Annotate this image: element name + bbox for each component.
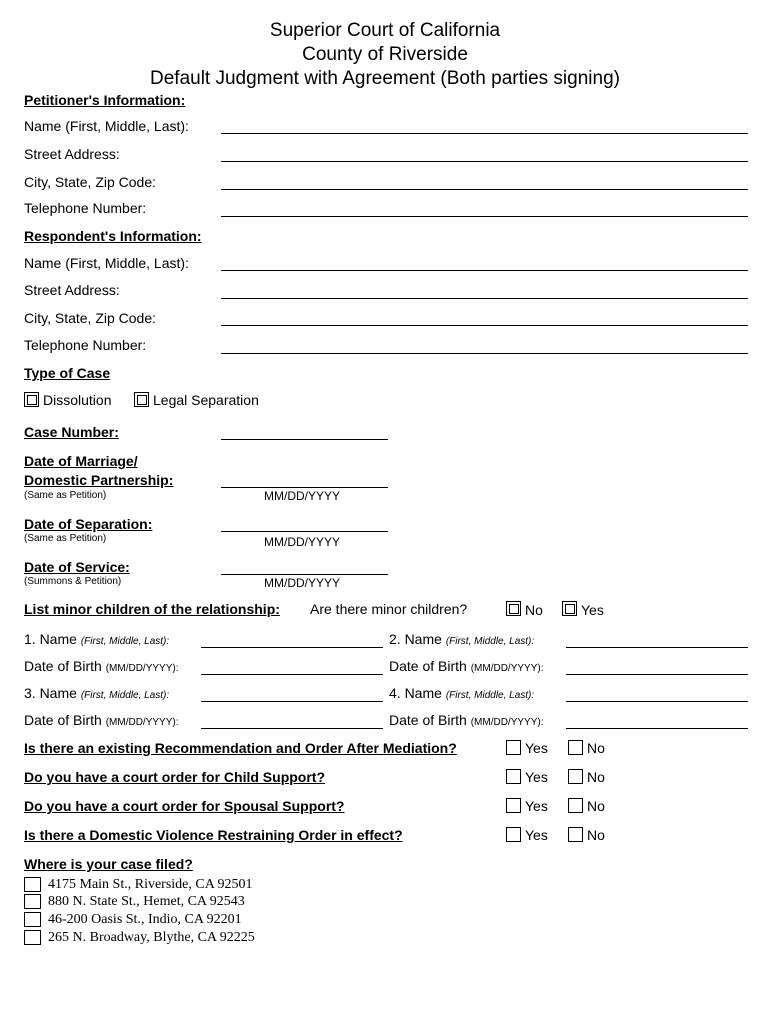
dissolution-label: Dissolution [43,392,112,408]
petitioner-city-label: City, State, Zip Code: [24,174,157,190]
petitioner-name-field[interactable] [221,133,748,134]
restraining-order-no-checkbox[interactable] [568,827,583,842]
children-question: Are there minor children? [310,601,468,617]
petitioner-name-label: Name (First, Middle, Last): [24,118,189,134]
separation-date-note: (Same as Petition) [24,533,107,544]
separation-date-format: MM/DD/YYYY [264,535,341,549]
spousal-support-yes-checkbox[interactable] [506,798,521,813]
mediation-yes-label: Yes [525,740,548,756]
respondent-phone-label: Telephone Number: [24,337,147,353]
legal-separation-label: Legal Separation [153,392,259,408]
petitioner-heading: Petitioner's Information: [24,92,186,108]
case-type-heading: Type of Case [24,365,111,381]
restraining-order-no-label: No [587,827,605,843]
service-date-note: (Summons & Petition) [24,576,122,587]
dissolution-checkbox[interactable] [24,392,39,407]
petitioner-phone-field[interactable] [221,216,748,217]
location-riverside-label: 4175 Main St., Riverside, CA 92501 [48,877,253,892]
separation-date-field[interactable] [221,531,388,532]
location-hemet-label: 880 N. State St., Hemet, CA 92543 [48,894,245,909]
service-date-field[interactable] [221,574,388,575]
respondent-city-field[interactable] [221,325,748,326]
child-4-dob-label: Date of Birth (MM/DD/YYYY): [389,712,544,728]
filed-heading: Where is your case filed? [24,856,193,872]
children-yes-label: Yes [581,602,604,618]
legal-separation-checkbox[interactable] [134,392,149,407]
child-3-name-field[interactable] [201,701,383,702]
petitioner-phone-label: Telephone Number: [24,200,147,216]
children-heading: List minor children of the relationship: [24,601,280,617]
location-riverside-checkbox[interactable] [24,877,41,892]
question-restraining-order: Is there a Domestic Violence Restraining Order in effect? [24,827,403,843]
service-date-label: Date of Service: [24,559,130,575]
respondent-heading: Respondent's Information: [24,228,202,244]
case-number-field[interactable] [221,439,388,440]
restraining-order-yes-checkbox[interactable] [506,827,521,842]
restraining-order-yes-label: Yes [525,827,548,843]
question-mediation: Is there an existing Recommendation and Order After Mediation? [24,740,457,756]
marriage-date-field[interactable] [221,487,388,488]
spousal-support-no-checkbox[interactable] [568,798,583,813]
mediation-no-checkbox[interactable] [568,740,583,755]
mediation-yes-checkbox[interactable] [506,740,521,755]
title-line-3: Default Judgment with Agreement (Both parties signing) [150,68,620,89]
marriage-date-note: (Same as Petition) [24,490,107,501]
separation-date-label: Date of Separation: [24,516,153,532]
respondent-city-label: City, State, Zip Code: [24,310,157,326]
children-yes-checkbox[interactable] [562,601,577,616]
marriage-date-format: MM/DD/YYYY [264,489,341,503]
child-3-name-label: 3. Name (First, Middle, Last): [24,685,170,701]
child-1-name-label: 1. Name (First, Middle, Last): [24,631,170,647]
respondent-phone-field[interactable] [221,353,748,354]
child-3-dob-field[interactable] [201,728,383,729]
children-no-checkbox[interactable] [506,601,521,616]
child-2-name-label: 2. Name (First, Middle, Last): [389,631,535,647]
title-line-2: County of Riverside [302,44,468,65]
marriage-date-label-2: Domestic Partnership: [24,472,174,488]
child-1-name-field[interactable] [201,647,383,648]
respondent-name-field[interactable] [221,270,748,271]
location-indio-checkbox[interactable] [24,912,41,927]
mediation-no-label: No [587,740,605,756]
location-blythe-label: 265 N. Broadway, Blythe, CA 92225 [48,930,255,945]
child-3-dob-label: Date of Birth (MM/DD/YYYY): [24,712,179,728]
child-support-yes-checkbox[interactable] [506,769,521,784]
spousal-support-yes-label: Yes [525,798,548,814]
child-1-dob-field[interactable] [201,674,383,675]
title-line-1: Superior Court of California [269,20,501,41]
children-no-label: No [525,602,543,618]
spousal-support-no-label: No [587,798,605,814]
child-2-dob-field[interactable] [566,674,748,675]
petitioner-city-field[interactable] [221,189,748,190]
child-4-name-label: 4. Name (First, Middle, Last): [389,685,535,701]
location-indio-label: 46-200 Oasis St., Indio, CA 92201 [48,912,242,927]
petitioner-street-field[interactable] [221,161,748,162]
child-1-dob-label: Date of Birth (MM/DD/YYYY): [24,658,179,674]
respondent-name-label: Name (First, Middle, Last): [24,255,189,271]
location-hemet-checkbox[interactable] [24,894,41,909]
child-support-no-label: No [587,769,605,785]
respondent-street-field[interactable] [221,298,748,299]
child-2-dob-label: Date of Birth (MM/DD/YYYY): [389,658,544,674]
question-child-support: Do you have a court order for Child Support? [24,769,326,785]
location-blythe-checkbox[interactable] [24,930,41,945]
respondent-street-label: Street Address: [24,282,120,298]
petitioner-street-label: Street Address: [24,146,120,162]
child-support-no-checkbox[interactable] [568,769,583,784]
child-4-dob-field[interactable] [566,728,748,729]
marriage-date-label-1: Date of Marriage/ [24,453,138,469]
question-spousal-support: Do you have a court order for Spousal Support? [24,798,345,814]
child-4-name-field[interactable] [566,701,748,702]
child-support-yes-label: Yes [525,769,548,785]
child-2-name-field[interactable] [566,647,748,648]
case-number-label: Case Number: [24,424,119,440]
service-date-format: MM/DD/YYYY [264,576,341,590]
